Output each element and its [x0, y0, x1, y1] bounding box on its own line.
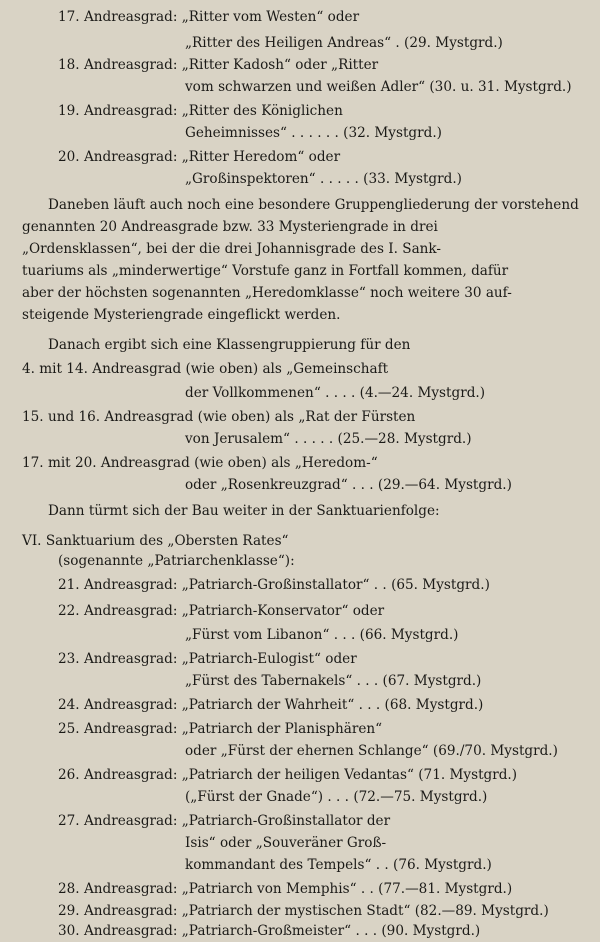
paragraph-line: steigende Mysteriengrade eingeflickt werden.: [22, 307, 341, 323]
text-line: 21. Andreasgrad: „Patriarch-Großinstallator“ . . (65. Mystgrd.): [58, 577, 490, 593]
text-line: 18. Andreasgrad: „Ritter Kadosh“ oder „Ritter: [58, 57, 379, 73]
text-line: 22. Andreasgrad: „Patriarch-Konservator“ oder: [58, 603, 385, 619]
paragraph-line: genannten 20 Andreasgrade bzw. 33 Mysteriengrade in drei: [22, 219, 438, 235]
text-line: „Fürst des Tabernakels“ . . . (67. Mystgrd.): [185, 673, 482, 689]
text-line: oder „Rosenkreuzgrad“ . . . (29.—64. Mystgrd.): [185, 477, 512, 493]
paragraph-line: „Ordensklassen“, bei der die drei Johannisgrade des I. Sank-: [22, 241, 442, 257]
text-line: 19. Andreasgrad: „Ritter des Königlichen: [58, 103, 343, 119]
text-line: der Vollkommenen“ . . . . (4.—24. Mystgrd.): [185, 385, 486, 401]
text-line: 20. Andreasgrad: „Ritter Heredom“ oder: [58, 149, 341, 165]
text-line: Isis“ oder „Souveräner Groß-: [185, 835, 387, 851]
text-line: von Jerusalem“ . . . . . (25.—28. Mystgrd.): [185, 431, 472, 447]
text-line: „Ritter des Heiligen Andreas“ . (29. Mystgrd.): [185, 35, 503, 51]
paragraph-line: tuariums als „minderwertige“ Vorstufe ganz in Fortfall kommen, dafür: [22, 263, 509, 279]
paragraph-line: aber der höchsten sogenannten „Heredomklasse“ noch weitere 30 auf-: [22, 285, 512, 301]
text-line: 17. mit 20. Andreasgrad (wie oben) als „Heredom-“: [22, 455, 378, 471]
text-line: 4. mit 14. Andreasgrad (wie oben) als „Gemeinschaft: [22, 361, 389, 377]
text-line: kommandant des Tempels“ . . (76. Mystgrd.): [185, 857, 492, 873]
text-line: 27. Andreasgrad: „Patriarch-Großinstallator der: [58, 813, 391, 829]
text-line: oder „Fürst der ehernen Schlange“ (69./70. Mystgrd.): [185, 743, 558, 759]
paragraph-line: Daneben läuft auch noch eine besondere Gruppengliederung der vorstehend: [48, 197, 579, 213]
text-line: 15. und 16. Andreasgrad (wie oben) als „Rat der Fürsten: [22, 409, 416, 425]
text-line: 17. Andreasgrad: „Ritter vom Westen“ oder: [58, 9, 360, 25]
text-line: 25. Andreasgrad: „Patriarch der Planisphären“: [58, 721, 383, 737]
text-line: „Großinspektoren“ . . . . . (33. Mystgrd.): [185, 171, 462, 187]
section-subheading: (sogenannte „Patriarchenklasse“):: [58, 553, 295, 569]
text-line: vom schwarzen und weißen Adler“ (30. u. 31. Mystgrd.): [185, 79, 572, 95]
text-line: Dann türmt sich der Bau weiter in der Sanktuarienfolge:: [48, 503, 440, 519]
section-heading: VI. Sanktuarium des „Obersten Rates“: [22, 533, 289, 549]
text-line: Geheimnisses“ . . . . . . (32. Mystgrd.): [185, 125, 442, 141]
text-line: „Fürst vom Libanon“ . . . (66. Mystgrd.): [185, 627, 459, 643]
text-line: 23. Andreasgrad: „Patriarch-Eulogist“ oder: [58, 651, 357, 667]
text-line: 24. Andreasgrad: „Patriarch der Wahrheit“ . . . (68. Mystgrd.): [58, 697, 484, 713]
text-line: 28. Andreasgrad: „Patriarch von Memphis“ . . (77.—81. Mystgrd.): [58, 881, 513, 897]
text-line: 29. Andreasgrad: „Patriarch der mystischen Stadt“ (82.—89. Mystgrd.): [58, 903, 549, 919]
text-line: Danach ergibt sich eine Klassengruppierung für den: [48, 337, 411, 353]
text-line: 30. Andreasgrad: „Patriarch-Großmeister“ . . . (90. Mystgrd.): [58, 923, 481, 939]
text-line: 26. Andreasgrad: „Patriarch der heiligen Vedantas“ (71. Mystgrd.): [58, 767, 518, 783]
text-line: („Fürst der Gnade“) . . . (72.—75. Mystgrd.): [185, 789, 488, 805]
